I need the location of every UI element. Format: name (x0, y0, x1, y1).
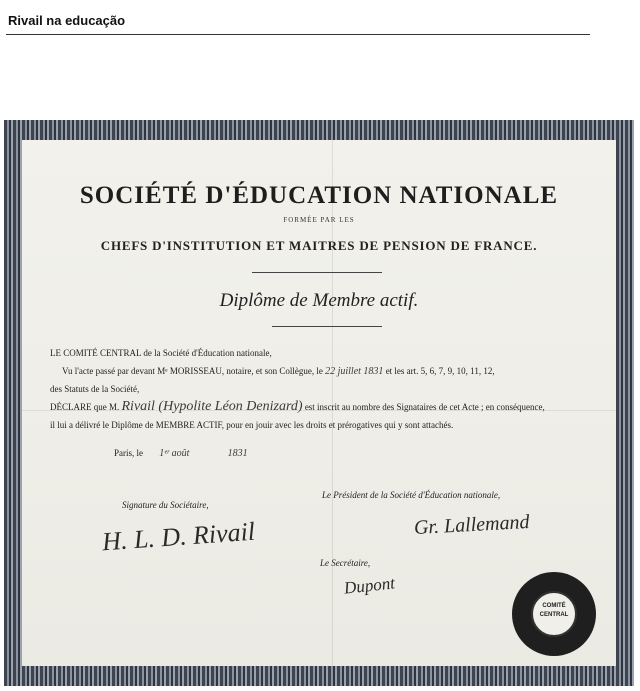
formed-by-line: FORMÉE PAR LES (283, 216, 355, 224)
president-signature: Gr. Lallemand (413, 510, 531, 540)
place-date: 1ᵉʳ août (159, 448, 190, 459)
diploma-title: Diplôme de Membre actif. (219, 290, 419, 311)
secretaire-signature-label: Le Secrétaire, (320, 558, 371, 568)
page-title: Rivail na educação (8, 13, 126, 28)
seal-center (531, 591, 577, 637)
place-date-line (114, 444, 248, 463)
body-line-delivre: il lui a délivré le Diplôme de MEMBRE ACTIF, pour en jouir avec les droits et prérogatives qui y sont attachés. (50, 420, 454, 430)
page-header (6, 10, 590, 35)
body-line-comite: LE COMITÉ CENTRAL de la Société d'Éducation nationale, (50, 348, 272, 358)
body-line-statuts: des Statuts de la Société, (50, 384, 140, 394)
divider-rule (252, 272, 382, 273)
diploma-photo (4, 120, 634, 686)
place-prefix: Paris, le (114, 448, 143, 458)
society-seal (512, 572, 596, 656)
societaire-signature: H. L. D. Rivail (101, 516, 256, 557)
diploma-sheet (22, 140, 616, 666)
body-line-acte (62, 362, 495, 381)
society-title: SOCIÉTÉ D'ÉDUCATION NATIONALE (79, 182, 559, 209)
member-name: Rivail (Hypolite Léon Denizard) (121, 399, 303, 414)
societaire-signature-label: Signature du Sociétaire, (122, 500, 209, 510)
acte-date: 22 juillet 1831 (325, 366, 384, 377)
declare-suffix: est inscrit au nombre des Signataires de cet Acte ; en conséquence, (304, 402, 545, 412)
acte-suffix: et les art. 5, 6, 7, 9, 10, 11, 12, (385, 366, 495, 376)
seal-line-1: COMITÉ (542, 603, 566, 609)
president-signature-label: Le Président de la Société d'Éducation nationale, (322, 490, 501, 500)
acte-prefix: Vu l'acte passé par devant Mᵉ MORISSEAU, notaire, et son Collègue, le (62, 366, 323, 376)
chefs-line: CHEFS D'INSTITUTION ET MAITRES DE PENSION DE FRANCE. (100, 238, 538, 253)
divider-rule (272, 326, 382, 327)
seal-line-2: CENTRAL (539, 612, 569, 618)
place-year: 1831 (227, 448, 248, 459)
secretaire-signature: Dupont (343, 573, 396, 598)
declare-prefix: DÉCLARE que M. (50, 402, 120, 412)
body-line-declare (50, 398, 545, 416)
